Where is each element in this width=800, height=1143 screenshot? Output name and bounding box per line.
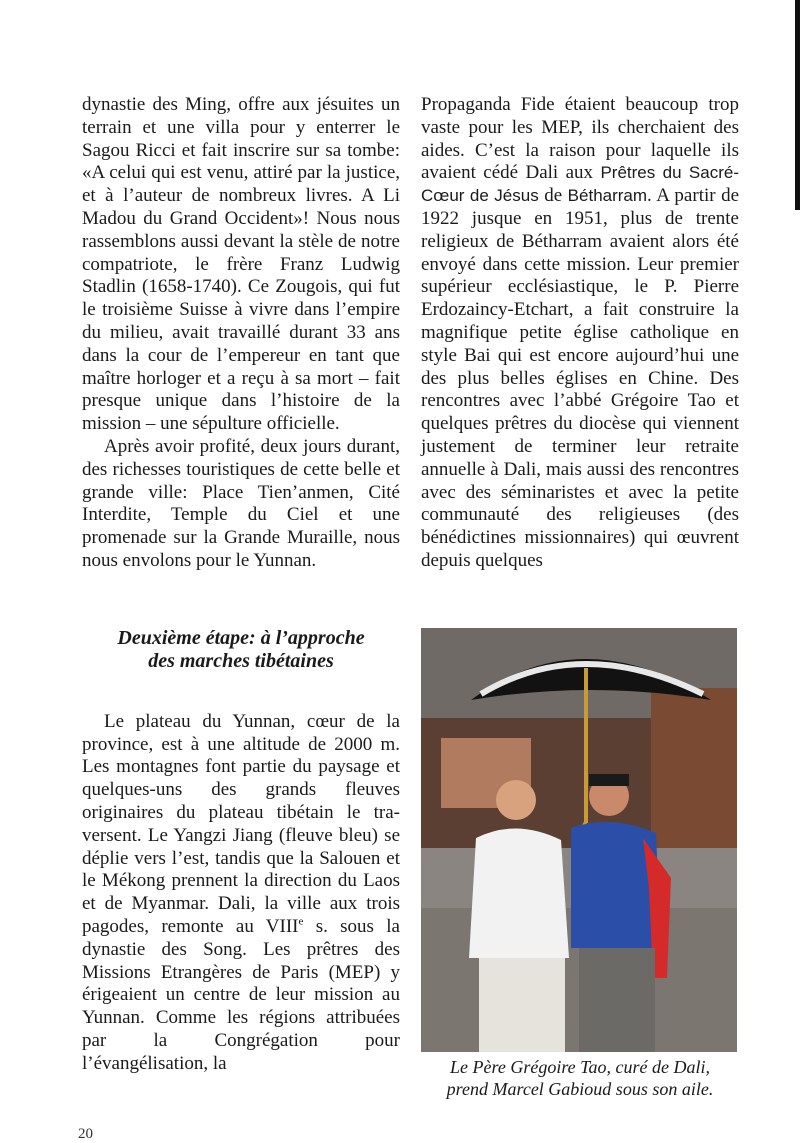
- section-heading-line-2: des marches tibétaines: [148, 649, 334, 672]
- paragraph-ming-tomb: dynastie des Ming, offre aux jésuites un terrain et une villa pour y enterrer le Sagou Ricci et fait inscrire sur sa tombe: «A celui qui est venu, attiré par la justice, et à l’auteur de nombreux livres. A Li Madou du Grand Occident»! Nous nous rassemblons aussi devant la stèle de notre compatriote, le frère Franz Ludwig Stadlin (1658-1740). Ce Zougois, qui fut le troisième Suisse à vivre dans l’empire du milieu, avait travaillé durant 33 ans dans la cour de l’empereur en tant que maître horloger et a reçu à sa mort – fait presque unique dans l’histoire de la mission – une sépulture officielle.: [82, 94, 400, 435]
- fide-text-end: . A partir de 1922 jusque en 1951, plus de trente religieux de Bétharram avaient alors été envoyé dans cette mission. Leur premier supérieur ecclésiastique, le P. Pierre Erdozaincy-Etchart, a fait construire la magnifique petite église catholique en style Bai qui est encore aujourd’hui une des plus belles églises en Chine. Des rencontres avec l’abbé Grégoire Tao et quelques prêtres du diocèse qui viennent justement de terminer leur retraite annuelle à Dali, mais aussi des rencontres avec des séminaristes et avec la petite communauté des religieuses (des bénédictines missionnaires) qui œuvrent depuis quelques: [421, 185, 740, 571]
- congregation-name: Prêtres du Sacré-Cœur de Jésus: [421, 163, 739, 206]
- paragraph-propaganda-fide: [421, 94, 739, 573]
- man-left-head: [496, 780, 536, 820]
- superscript-e: e: [298, 915, 304, 928]
- page-number: 20: [78, 1126, 93, 1142]
- fide-text-start: Propaganda Fide étaient beaucoup trop vaste pour les MEP, ils cherchaient des aides. C’est la raison pour laquelle ils avaient cédé Dali aux: [421, 94, 739, 184]
- photo-caption: [418, 1056, 742, 1100]
- photo-illustration: [421, 628, 737, 1052]
- caption-line-2: prend Marcel Gabioud sous son aile.: [446, 1079, 714, 1099]
- section-heading-line-1: Deuxième étape: à l’approche: [117, 626, 365, 649]
- yunnan-text-part-2: s. sous la dynastie des Song. Les prêtres des Missions Etrangères de Paris (MEP) y érigeaient un centre de leur mission au Yunnan. Comme les régions attribuées par la Congrégation pour l’évangélisation, la: [82, 915, 400, 1074]
- paragraph-beijing-tour: Après avoir profité, deux jours durant, des richesses touristiques de cette belle et grande ville: Place Tien’anmen, Cité Interdite, Temple du Ciel et une promenade sur la Grande Muraille, nous nous envolons pour le Yunnan.: [82, 435, 400, 571]
- man-right-jacket: [571, 822, 661, 948]
- yunnan-text-part-1: Le plateau du Yunnan, cœur de la province, est à une altitude de 2000 m. Les montagnes font partie du paysage et quelques-uns des grands fleuves originaires du plateau tibétain le traversent. Le Yangzi Jiang (fleuve bleu) se déplie vers l’est, tandis que la Salouen et le Mékong prennent la direction du Laos et de Myanmar. Dali, la ville aux trois pagodes, remonte au VIII: [82, 710, 400, 937]
- caption-line-1: Le Père Grégoire Tao, curé de Dali,: [450, 1057, 710, 1077]
- left-column: [82, 94, 400, 1075]
- photo-priests-umbrella: [421, 628, 737, 1052]
- fide-text-mid: de: [538, 185, 568, 207]
- photo-wooden-building: [651, 688, 737, 858]
- man-left-shirt: [469, 828, 569, 958]
- right-column: [421, 94, 739, 573]
- man-right-cap: [589, 774, 629, 786]
- page-edge-mark: [795, 0, 800, 210]
- man-left-trousers: [479, 958, 565, 1052]
- betharram-name: Bétharram: [567, 186, 648, 206]
- section-heading: [82, 627, 400, 673]
- man-right-trousers: [579, 948, 655, 1052]
- paragraph-yunnan: [82, 711, 400, 1076]
